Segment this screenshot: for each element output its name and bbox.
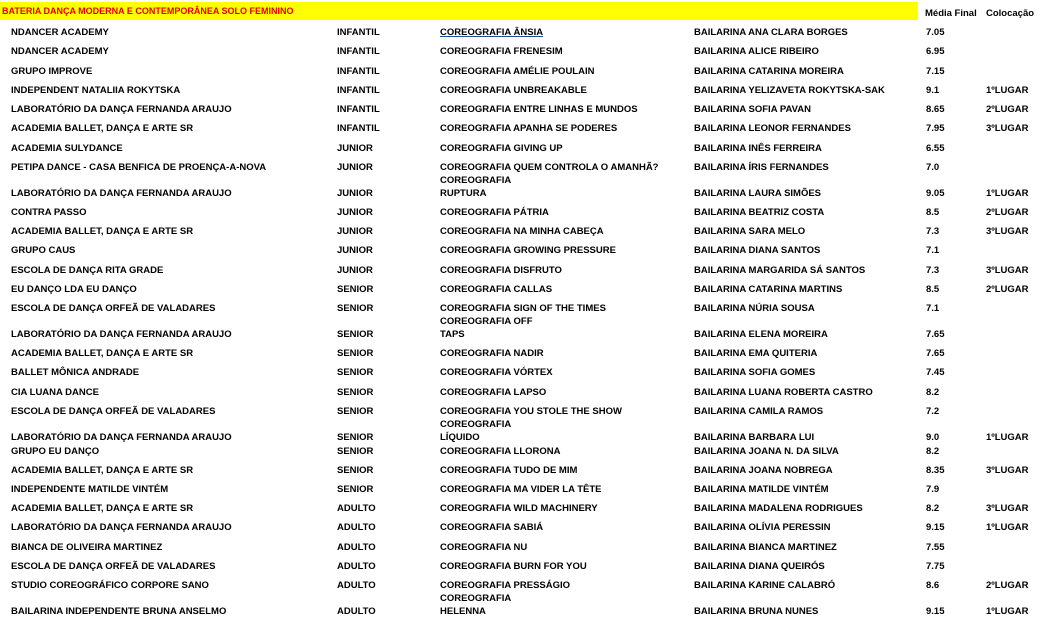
cell-bailarina[interactable]: BAILARINA BIANCA MARTINEZ (694, 542, 837, 553)
sheet-title: BATERIA DANÇA MODERNA E CONTEMPORÂNEA SOLO FEMININO (2, 6, 294, 16)
cell-escola[interactable]: NDANCER ACADEMY (11, 27, 109, 38)
cell-colocacao[interactable]: 2ºLUGAR (986, 207, 1029, 218)
cell-media-final[interactable]: 7.65 (926, 329, 945, 340)
cell-coreografia[interactable]: HELENNA (440, 606, 486, 617)
cell-bailarina[interactable]: BAILARINA LAURA SIMÕES (694, 188, 822, 199)
cell-escola[interactable]: INDEPENDENT NATALIIA ROKYTSKA (11, 85, 181, 96)
cell-escola[interactable]: GRUPO IMPROVE (11, 66, 93, 77)
cell-escalao[interactable]: SENIOR (337, 432, 374, 443)
cell-colocacao[interactable]: 1ºLUGAR (986, 85, 1029, 96)
cell-escalao[interactable]: INFANTIL (337, 66, 380, 77)
cell-bailarina[interactable]: BAILARINA SOFIA PAVAN (694, 104, 811, 115)
cell-coreografia[interactable]: COREOGRAFIA AMÉLIE POULAIN (440, 66, 595, 77)
header-colocacao: Colocação (986, 8, 1035, 19)
cell-escalao[interactable]: ADULTO (337, 522, 376, 533)
cell-media-final[interactable]: 7.0 (926, 162, 940, 173)
cell-coreografia[interactable]: COREOGRAFIA PÁTRIA (440, 207, 549, 218)
cell-escola[interactable]: CIA LUANA DANCE (11, 387, 99, 398)
cell-coreografia[interactable]: COREOGRAFIA GROWING PRESSURE (440, 245, 616, 256)
table-row (0, 522, 1052, 535)
cell-coreografia[interactable]: COREOGRAFIA NADIR (440, 348, 544, 359)
cell-escola[interactable]: ACADEMIA SULYDANCE (11, 143, 123, 154)
cell-bailarina[interactable]: BAILARINA LUANA ROBERTA CASTRO (694, 387, 873, 398)
cell-colocacao[interactable]: 3ºLUGAR (986, 265, 1029, 276)
cell-bailarina[interactable]: BAILARINA MADALENA RODRIGUES (694, 503, 863, 514)
cell-media-final[interactable]: 9.15 (926, 522, 945, 533)
table-row (0, 175, 1052, 201)
table-row (0, 207, 1052, 220)
cell-media-final[interactable]: 7.75 (926, 561, 945, 572)
cell-escalao[interactable]: JUNIOR (337, 226, 373, 237)
cell-bailarina[interactable]: BAILARINA YELIZAVETA ROKYTSKA-SAK (694, 85, 885, 96)
cell-bailarina[interactable]: BAILARINA KARINE CALABRÓ (694, 580, 836, 591)
table-row (0, 27, 1052, 40)
cell-escalao[interactable]: JUNIOR (337, 265, 373, 276)
cell-escalao[interactable]: JUNIOR (337, 245, 373, 256)
cell-media-final[interactable]: 8.5 (926, 284, 940, 295)
cell-escalao[interactable]: JUNIOR (337, 188, 373, 199)
cell-media-final[interactable]: 7.55 (926, 542, 945, 553)
table-row (0, 66, 1052, 79)
cell-coreografia[interactable]: COREOGRAFIA WILD MACHINERY (440, 503, 598, 514)
cell-coreografia[interactable]: COREOGRAFIA APANHA SE PODERES (440, 123, 618, 134)
cell-coreografia[interactable]: COREOGRAFIA SIGN OF THE TIMES (440, 303, 606, 314)
cell-escola[interactable]: ESCOLA DE DANÇA ORFEÃ DE VALADARES (11, 406, 216, 417)
cell-coreografia[interactable]: TAPS (440, 329, 465, 340)
cell-escola[interactable]: ACADEMIA BALLET, DANÇA E ARTE SR (11, 226, 194, 237)
cell-escalao[interactable]: INFANTIL (337, 123, 380, 134)
cell-bailarina[interactable]: BAILARINA NÚRIA SOUSA (694, 303, 815, 314)
cell-escola[interactable]: LABORATÓRIO DA DANÇA FERNANDA ARAUJO (11, 329, 232, 340)
table-row (0, 503, 1052, 516)
cell-coreografia[interactable]: COREOGRAFIA SABIÁ (440, 522, 544, 533)
cell-coreografia[interactable]: COREOGRAFIA YOU STOLE THE SHOW (440, 406, 622, 417)
cell-coreografia[interactable]: COREOGRAFIA MA VIDER LA TÊTE (440, 484, 602, 495)
cell-media-final[interactable]: 8.2 (926, 446, 940, 457)
cell-coreografia[interactable]: COREOGRAFIA TUDO DE MIM (440, 465, 578, 476)
cell-escola[interactable]: ACADEMIA BALLET, DANÇA E ARTE SR (11, 503, 194, 514)
cell-escola[interactable]: STUDIO COREOGRÁFICO CORPORE SANO (11, 580, 209, 591)
cell-media-final[interactable]: 7.15 (926, 66, 945, 77)
cell-coreografia[interactable]: COREOGRAFIA ENTRE LINHAS E MUNDOS (440, 104, 638, 115)
cell-colocacao[interactable]: 2ºLUGAR (986, 284, 1029, 295)
cell-bailarina[interactable]: BAILARINA BARBARA LUI (694, 432, 815, 443)
cell-media-final[interactable]: 8.65 (926, 104, 945, 115)
cell-colocacao[interactable]: 3ºLUGAR (986, 226, 1029, 237)
cell-escola[interactable]: BAILARINA INDEPENDENTE BRUNA ANSELMO (11, 606, 227, 617)
cell-escalao[interactable]: SENIOR (337, 284, 374, 295)
cell-coreografia[interactable]: COREOGRAFIA CALLAS (440, 284, 553, 295)
cell-coreografia-line1: COREOGRAFIA (440, 175, 512, 186)
cell-escalao[interactable]: SENIOR (337, 303, 374, 314)
table-row (0, 284, 1052, 297)
cell-bailarina[interactable]: BAILARINA CATARINA MARTINS (694, 284, 843, 295)
cell-bailarina[interactable]: BAILARINA SARA MELO (694, 226, 806, 237)
cell-coreografia[interactable]: COREOGRAFIA ÂNSIA (440, 27, 544, 38)
cell-bailarina[interactable]: BAILARINA BEATRIZ COSTA (694, 207, 825, 218)
cell-escalao[interactable]: SENIOR (337, 406, 374, 417)
cell-media-final[interactable]: 6.55 (926, 143, 945, 154)
cell-media-final[interactable]: 7.3 (926, 265, 940, 276)
cell-bailarina[interactable]: BAILARINA ALICE RIBEIRO (694, 46, 819, 57)
cell-media-final[interactable]: 7.05 (926, 27, 945, 38)
cell-escola[interactable]: LABORATÓRIO DA DANÇA FERNANDA ARAUJO (11, 188, 232, 199)
table-row (0, 446, 1052, 459)
cell-coreografia-line1: COREOGRAFIA (440, 593, 512, 604)
cell-bailarina[interactable]: BAILARINA DIANA SANTOS (694, 245, 821, 256)
cell-escalao[interactable]: SENIOR (337, 329, 374, 340)
cell-coreografia[interactable]: COREOGRAFIA LAPSO (440, 387, 547, 398)
cell-coreografia[interactable]: COREOGRAFIA VÓRTEX (440, 367, 553, 378)
cell-media-final[interactable]: 7.1 (926, 303, 940, 314)
table-row (0, 143, 1052, 156)
cell-escalao[interactable]: JUNIOR (337, 162, 373, 173)
header-media-final: Média Final (925, 8, 977, 19)
cell-escalao[interactable]: SENIOR (337, 484, 374, 495)
table-row (0, 123, 1052, 136)
cell-colocacao[interactable]: 3ºLUGAR (986, 503, 1029, 514)
cell-coreografia-line1: COREOGRAFIA (440, 419, 512, 430)
cell-escola[interactable]: ACADEMIA BALLET, DANÇA E ARTE SR (11, 348, 194, 359)
cell-media-final[interactable]: 6.95 (926, 46, 945, 57)
cell-escalao[interactable]: ADULTO (337, 542, 376, 553)
cell-escola[interactable]: PETIPA DANCE - CASA BENFICA DE PROENÇA-A-NOVA (11, 162, 267, 173)
cell-escalao[interactable]: JUNIOR (337, 143, 373, 154)
cell-bailarina[interactable]: BAILARINA INÊS FERREIRA (694, 143, 822, 154)
table-row (0, 465, 1052, 478)
cell-escola[interactable]: ESCOLA DE DANÇA ORFEÃ DE VALADARES (11, 561, 216, 572)
cell-colocacao[interactable]: 1ºLUGAR (986, 522, 1029, 533)
cell-escalao[interactable]: ADULTO (337, 561, 376, 572)
cell-media-final[interactable]: 9.05 (926, 188, 945, 199)
cell-escola[interactable]: BIANCA DE OLIVEIRA MARTINEZ (11, 542, 163, 553)
table-row (0, 46, 1052, 59)
table-row (0, 265, 1052, 278)
cell-escola[interactable]: ACADEMIA BALLET, DANÇA E ARTE SR (11, 123, 194, 134)
cell-escola[interactable]: LABORATÓRIO DA DANÇA FERNANDA ARAUJO (11, 432, 232, 443)
cell-bailarina[interactable]: BAILARINA CATARINA MOREIRA (694, 66, 844, 77)
cell-escola[interactable]: EU DANÇO LDA EU DANÇO (11, 284, 137, 295)
cell-coreografia[interactable]: COREOGRAFIA GIVING UP (440, 143, 563, 154)
cell-media-final[interactable]: 8.35 (926, 465, 945, 476)
table-row (0, 348, 1052, 361)
cell-escola[interactable]: ACADEMIA BALLET, DANÇA E ARTE SR (11, 465, 194, 476)
cell-colocacao[interactable]: 1ºLUGAR (986, 432, 1029, 443)
cell-escalao[interactable]: ADULTO (337, 606, 376, 617)
cell-coreografia[interactable]: COREOGRAFIA PRESSÁGIO (440, 580, 571, 591)
cell-bailarina[interactable]: BAILARINA MATILDE VINTÉM (694, 484, 829, 495)
cell-bailarina[interactable]: BAILARINA CAMILA RAMOS (694, 406, 824, 417)
cell-escalao[interactable]: ADULTO (337, 503, 376, 514)
cell-coreografia[interactable]: COREOGRAFIA UNBREAKABLE (440, 85, 587, 96)
cell-media-final[interactable]: 9.15 (926, 606, 945, 617)
cell-coreografia[interactable]: COREOGRAFIA QUEM CONTROLA O AMANHÃ? (440, 162, 659, 173)
cell-coreografia[interactable]: COREOGRAFIA DISFRUTO (440, 265, 562, 276)
cell-bailarina[interactable]: BAILARINA MARGARIDA SÁ SANTOS (694, 265, 866, 276)
table-row (0, 104, 1052, 117)
table-row (0, 85, 1052, 98)
cell-escola[interactable]: CONTRA PASSO (11, 207, 87, 218)
cell-media-final[interactable]: 9.0 (926, 432, 940, 443)
cell-escola[interactable]: GRUPO CAUS (11, 245, 76, 256)
cell-bailarina[interactable]: BAILARINA ELENA MOREIRA (694, 329, 828, 340)
table-row (0, 561, 1052, 574)
cell-escola[interactable]: ESCOLA DE DANÇA ORFEÃ DE VALADARES (11, 303, 216, 314)
cell-media-final[interactable]: 7.45 (926, 367, 945, 378)
table-row (0, 593, 1052, 619)
cell-colocacao[interactable]: 3ºLUGAR (986, 123, 1029, 134)
cell-escalao[interactable]: INFANTIL (337, 27, 380, 38)
cell-escola[interactable]: ESCOLA DE DANÇA RITA GRADE (11, 265, 164, 276)
cell-escola[interactable]: LABORATÓRIO DA DANÇA FERNANDA ARAUJO (11, 522, 232, 533)
cell-escola[interactable]: BALLET MÔNICA ANDRADE (11, 367, 140, 378)
cell-bailarina[interactable]: BAILARINA ÍRIS FERNANDES (694, 162, 829, 173)
cell-colocacao[interactable]: 1ºLUGAR (986, 606, 1029, 617)
cell-escalao[interactable]: SENIOR (337, 367, 374, 378)
cell-colocacao[interactable]: 3ºLUGAR (986, 465, 1029, 476)
cell-media-final[interactable]: 7.1 (926, 245, 940, 256)
cell-media-final[interactable]: 8.6 (926, 580, 940, 591)
cell-coreografia[interactable]: COREOGRAFIA LLORONA (440, 446, 561, 457)
cell-escalao[interactable]: INFANTIL (337, 104, 380, 115)
table-row (0, 387, 1052, 400)
cell-media-final[interactable]: 7.2 (926, 406, 940, 417)
cell-escalao[interactable]: INFANTIL (337, 85, 380, 96)
cell-bailarina[interactable]: BAILARINA BRUNA NUNES (694, 606, 819, 617)
cell-coreografia[interactable]: RUPTURA (440, 188, 487, 199)
cell-escalao[interactable]: SENIOR (337, 446, 374, 457)
cell-escola[interactable]: NDANCER ACADEMY (11, 46, 109, 57)
cell-bailarina[interactable]: BAILARINA OLÍVIA PERESSIN (694, 522, 831, 533)
cell-media-final[interactable]: 8.5 (926, 207, 940, 218)
table-row (0, 162, 1052, 175)
cell-media-final[interactable]: 9.1 (926, 85, 940, 96)
cell-bailarina[interactable]: BAILARINA JOANA N. DA SILVA (694, 446, 839, 457)
cell-escalao[interactable]: JUNIOR (337, 207, 373, 218)
cell-escalao[interactable]: ADULTO (337, 580, 376, 591)
cell-coreografia-line1: COREOGRAFIA OFF (440, 316, 533, 327)
table-row (0, 316, 1052, 342)
table-row (0, 245, 1052, 258)
cell-coreografia[interactable]: COREOGRAFIA BURN FOR YOU (440, 561, 587, 572)
cell-bailarina[interactable]: BAILARINA DIANA QUEIRÓS (694, 561, 825, 572)
cell-bailarina[interactable]: BAILARINA EMA QUITERIA (694, 348, 818, 359)
cell-media-final[interactable]: 8.2 (926, 503, 940, 514)
table-row (0, 303, 1052, 316)
cell-bailarina[interactable]: BAILARINA ANA CLARA BORGES (694, 27, 848, 38)
cell-media-final[interactable]: 7.3 (926, 226, 940, 237)
cell-media-final[interactable]: 7.9 (926, 484, 940, 495)
cell-media-final[interactable]: 7.65 (926, 348, 945, 359)
cell-escalao[interactable]: SENIOR (337, 348, 374, 359)
cell-escola[interactable]: LABORATÓRIO DA DANÇA FERNANDA ARAUJO (11, 104, 232, 115)
table-row (0, 580, 1052, 593)
cell-escalao[interactable]: INFANTIL (337, 46, 380, 57)
cell-colocacao[interactable]: 2ºLUGAR (986, 104, 1029, 115)
cell-bailarina[interactable]: BAILARINA LEONOR FERNANDES (694, 123, 851, 134)
table-row (0, 367, 1052, 380)
cell-escola[interactable]: GRUPO EU DANÇO (11, 446, 100, 457)
cell-escola[interactable]: INDEPENDENTE MATILDE VINTÉM (11, 484, 169, 495)
table-row (0, 419, 1052, 445)
cell-colocacao[interactable]: 2ºLUGAR (986, 580, 1029, 591)
table-row (0, 226, 1052, 239)
table-row (0, 484, 1052, 497)
cell-coreografia[interactable]: LÍQUIDO (440, 432, 480, 443)
cell-media-final[interactable]: 7.95 (926, 123, 945, 134)
cell-bailarina[interactable]: BAILARINA JOANA NOBREGA (694, 465, 833, 476)
table-row (0, 406, 1052, 419)
cell-media-final[interactable]: 8.2 (926, 387, 940, 398)
cell-bailarina[interactable]: BAILARINA SOFIA GOMES (694, 367, 816, 378)
table-row (0, 542, 1052, 555)
cell-coreografia[interactable]: COREOGRAFIA FRENESIM (440, 46, 563, 57)
cell-escalao[interactable]: SENIOR (337, 387, 374, 398)
cell-colocacao[interactable]: 1ºLUGAR (986, 188, 1029, 199)
cell-escalao[interactable]: SENIOR (337, 465, 374, 476)
cell-coreografia[interactable]: COREOGRAFIA NU (440, 542, 528, 553)
cell-coreografia[interactable]: COREOGRAFIA NA MINHA CABEÇA (440, 226, 604, 237)
